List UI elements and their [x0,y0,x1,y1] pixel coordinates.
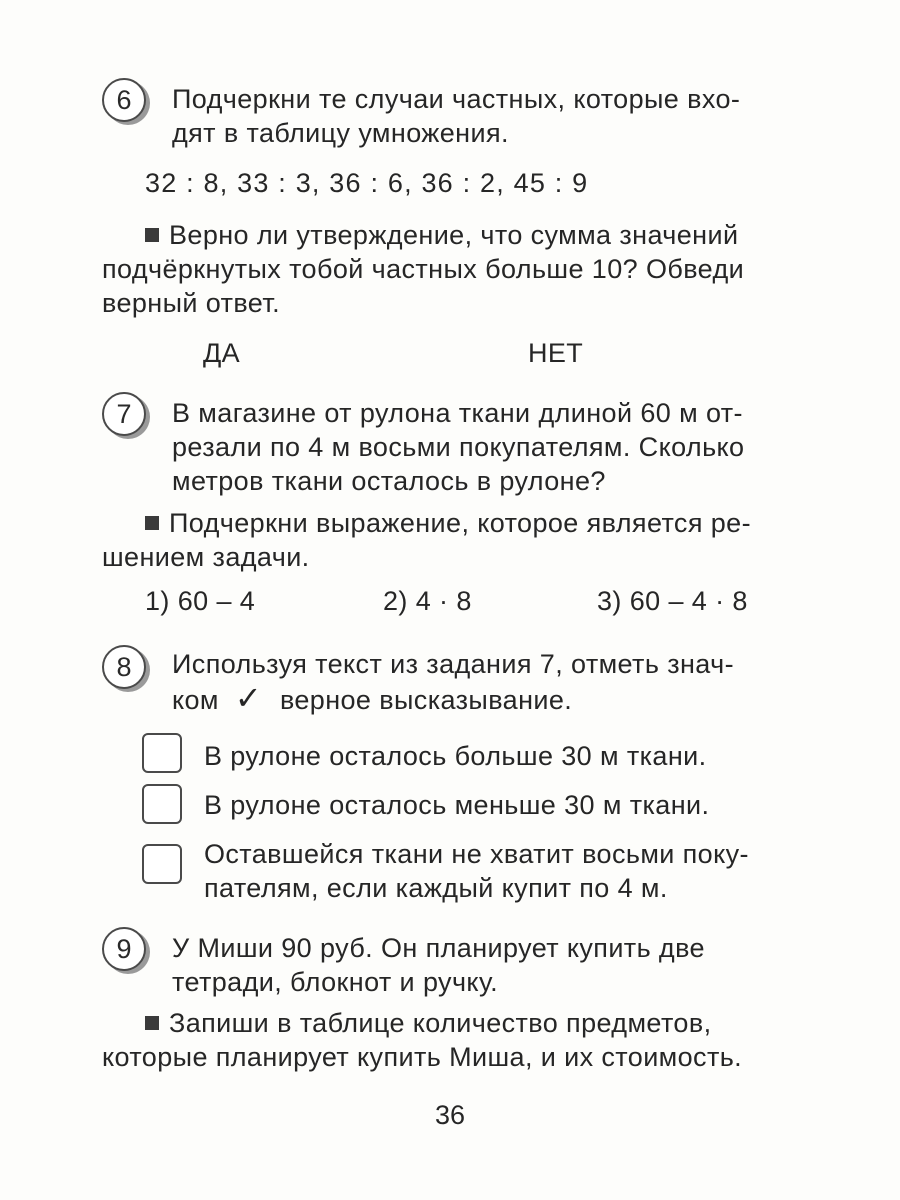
answer-no[interactable]: НЕТ [528,338,584,368]
task-6-question-line-1: Верно ли утверждение, что сумма значений [145,219,738,252]
task-6-question-line-2: подчёркнутых тобой частных больше 10? Обведи [102,254,745,284]
statement-2-text: В рулоне осталось меньше 30 м ткани. [204,790,710,820]
task-9-number: 9 [102,927,146,971]
task-9-question-line-2: которые планирует купить Миша, и их стоимость. [102,1042,743,1072]
task-6-text-line-2: дят в таблицу умножения. [172,118,509,148]
statement-1-checkbox[interactable] [142,733,182,773]
task-9-text-line-1: У Миши 90 руб. Он планирует купить две [172,933,705,963]
bullet-icon [145,516,159,530]
statement-2-checkbox[interactable] [142,784,182,824]
task-6-expressions: 32 : 8, 33 : 3, 36 : 6, 36 : 2, 45 : 9 [145,168,589,198]
task-8-text-line-1: Используя текст из задания 7, отметь знач- [172,649,734,679]
page-number: 36 [434,1100,466,1130]
statement-3-checkbox[interactable] [142,844,182,884]
checkmark-icon: ✓ [234,680,263,716]
answer-yes[interactable]: ДА [203,338,241,368]
task-7-text-line-3: метров ткани осталось в рулоне? [172,466,606,496]
task-7-text-line-1: В магазине от рулона ткани длиной 60 м от- [172,398,743,428]
bullet-icon [145,1016,159,1030]
expression-option-1[interactable]: 1) 60 – 4 [145,586,256,616]
task-7-text-line-2: резали по 4 м восьми покупателям. Сколько [172,432,745,462]
task-9-question-line-1: Запиши в таблице количество предметов, [145,1007,711,1040]
expression-option-3[interactable]: 3) 60 – 4 · 8 [597,586,748,616]
task-9-text-line-2: тетради, блокнот и ручку. [172,967,499,997]
statement-3-text-line-1: Оставшейся ткани не хватит восьми поку- [204,839,749,869]
task-7-number: 7 [102,392,146,436]
task-6-question-line-3: верный ответ. [102,288,280,318]
task-7-question-line-1: Подчеркни выражение, которое является ре- [145,507,751,540]
bullet-icon [145,228,159,242]
task-6-number: 6 [102,78,146,122]
statement-3-text-line-2: пателям, если каждый купит по 4 м. [204,873,668,903]
expression-option-2[interactable]: 2) 4 · 8 [383,586,472,616]
task-6-text-line-1: Подчеркни те случаи частных, которые вхо- [172,84,741,114]
task-8-text-line-2: ком ✓ верное высказывание. [172,680,573,716]
task-8-number: 8 [102,645,146,689]
statement-1-text: В рулоне осталось больше 30 м ткани. [204,741,707,771]
task-7-question-line-2: шением задачи. [102,542,310,572]
